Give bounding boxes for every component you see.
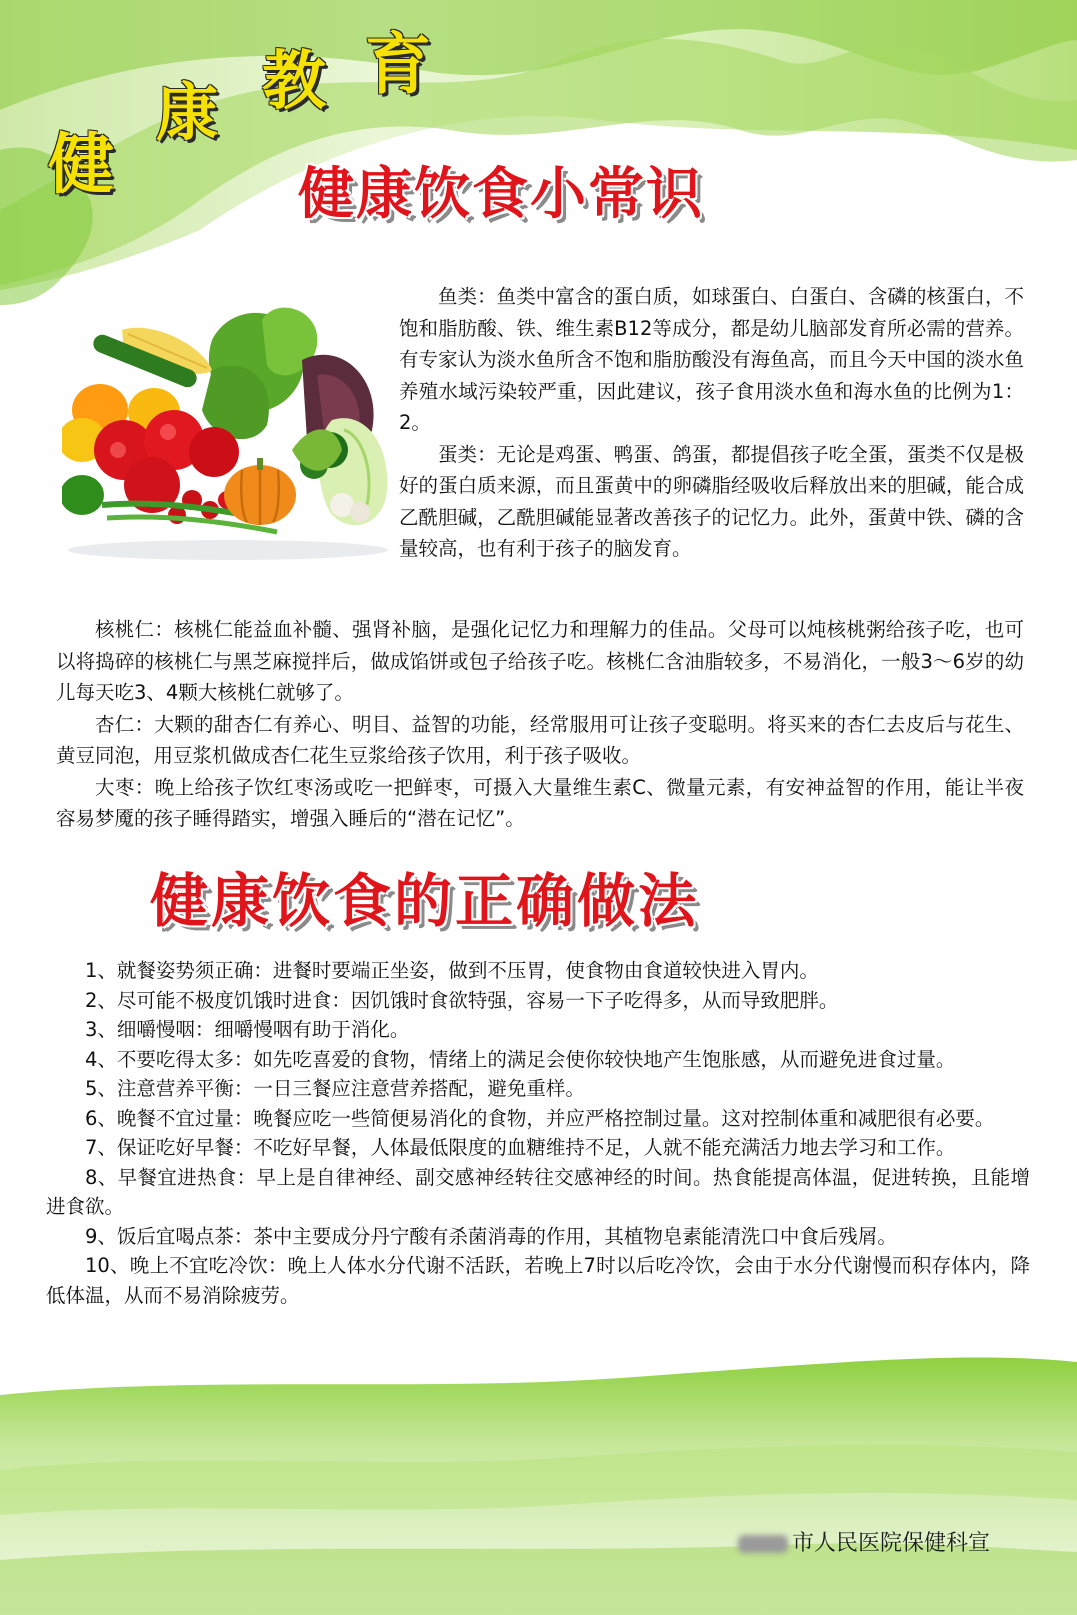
- paragraph-jujube: 大枣：晚上给孩子饮红枣汤或吃一把鲜枣，可摄入大量维生素C、微量元素，有安神益智的作用，能让半夜容易梦魇的孩子睡得踏实，增强入睡后的“潜在记忆”。: [56, 775, 1024, 830]
- vegetables-image: [62, 300, 394, 562]
- list-item: 6、晚餐不宜过量：晚餐应吃一些简便易消化的食物，并应严格控制过量。这对控制体重和减肥很有必要。: [85, 1106, 995, 1130]
- paragraph-egg: 蛋类：无论是鸡蛋、鸭蛋、鸽蛋，都提倡孩子吃全蛋，蛋类不仅是极好的蛋白质来源，而且蛋黄中的卵磷脂经吸收后释放出来的胆碱，能合成乙酰胆碱，乙酰胆碱能显著改善孩子的记忆力。此外，蛋黄中铁、磷的含量较高，也有利于孩子的脑发育。: [399, 442, 1024, 560]
- list-item: 7、保证吃好早餐：不吃好早餐，人体最低限度的血糖维持不足，人就不能充满活力地去学习和工作。: [85, 1136, 956, 1159]
- list-item: 9、饭后宜喝点茶：茶中主要成分丹宁酸有杀菌消毒的作用，其植物皂素能清洗口中食后残屑。: [85, 1224, 897, 1248]
- header-char-4: 育: [365, 26, 431, 103]
- paragraph-nuts: [56, 614, 1024, 835]
- list-item: 5、注意营养平衡：一日三餐应注意营养搭配，避免重样。: [85, 1077, 585, 1100]
- list-item: 10、晚上不宜吃冷饮：晚上人体水分代谢不活跃，若晚上7时以后吃冷饮，会由于水分代谢慢而积存体内，降低体温，从而不易消除疲劳。: [46, 1254, 1030, 1307]
- methods-list: [46, 956, 1030, 1310]
- footer-credit: [738, 1526, 990, 1557]
- header-char-1: 健: [48, 126, 114, 203]
- list-item: 4、不要吃得太多：如先吃喜爱的食物，情绪上的满足会使你较快地产生饱胀感，从而避免进食过量。: [85, 1047, 956, 1071]
- paragraph-fish: 鱼类：鱼类中富含的蛋白质，如球蛋白、白蛋白、含磷的核蛋白，不饱和脂肪酸、铁、维生素B12等成分，都是幼儿脑部发育所必需的营养。有专家认为淡水鱼所含不饱和脂肪酸没有海鱼高，而且今天中国的淡水鱼养殖水域污染较严重，因此建议，孩子食用淡水鱼和海水鱼的比例为1：2。: [399, 285, 1024, 434]
- list-item: 1、就餐姿势须正确：进餐时要端正坐姿，做到不压胃，使食物由食道较快进入胃内。: [85, 959, 819, 982]
- list-item: 8、早餐宜进热食：早上是自律神经、副交感神经转往交感神经的时间。热食能提高体温，促进转换，且能增进食欲。: [46, 1165, 1030, 1218]
- paragraph-almond: 杏仁：大颗的甜杏仁有养心、明目、益智的功能，经常服用可让孩子变聪明。将买来的杏仁去皮后与花生、黄豆同泡，用豆浆机做成杏仁花生豆浆给孩子饮用，利于孩子吸收。: [56, 712, 1024, 767]
- header-char-2: 康: [156, 76, 219, 149]
- list-item: 3、细嚼慢咽：细嚼慢咽有助于消化。: [85, 1018, 410, 1041]
- page-title-diet-tips: 健康饮食小常识: [298, 161, 704, 227]
- section-title-correct-methods: 健康饮食的正确做法: [150, 867, 700, 935]
- list-item: 2、尽可能不极度饥饿时进食：因饥饿时食欲特强，容易一下子吃得多，从而导致肥胖。: [85, 988, 839, 1012]
- redacted-city-blur: [738, 1535, 788, 1553]
- paragraph-fish-egg: [399, 281, 1024, 565]
- header-char-3: 教: [262, 45, 326, 119]
- paragraph-walnut: 核桃仁：核桃仁能益血补髓、强肾补脑，是强化记忆力和理解力的佳品。父母可以炖核桃粥给孩子吃，也可以将捣碎的核桃仁与黑芝麻搅拌后，做成馅饼或包子给孩子吃。核桃仁含油脂较多，不易消化，一般3～6岁的幼儿每天吃3、4颗大核桃仁就够了。: [56, 618, 1024, 704]
- footer-text: 市人民医院保健科宣: [792, 1531, 991, 1556]
